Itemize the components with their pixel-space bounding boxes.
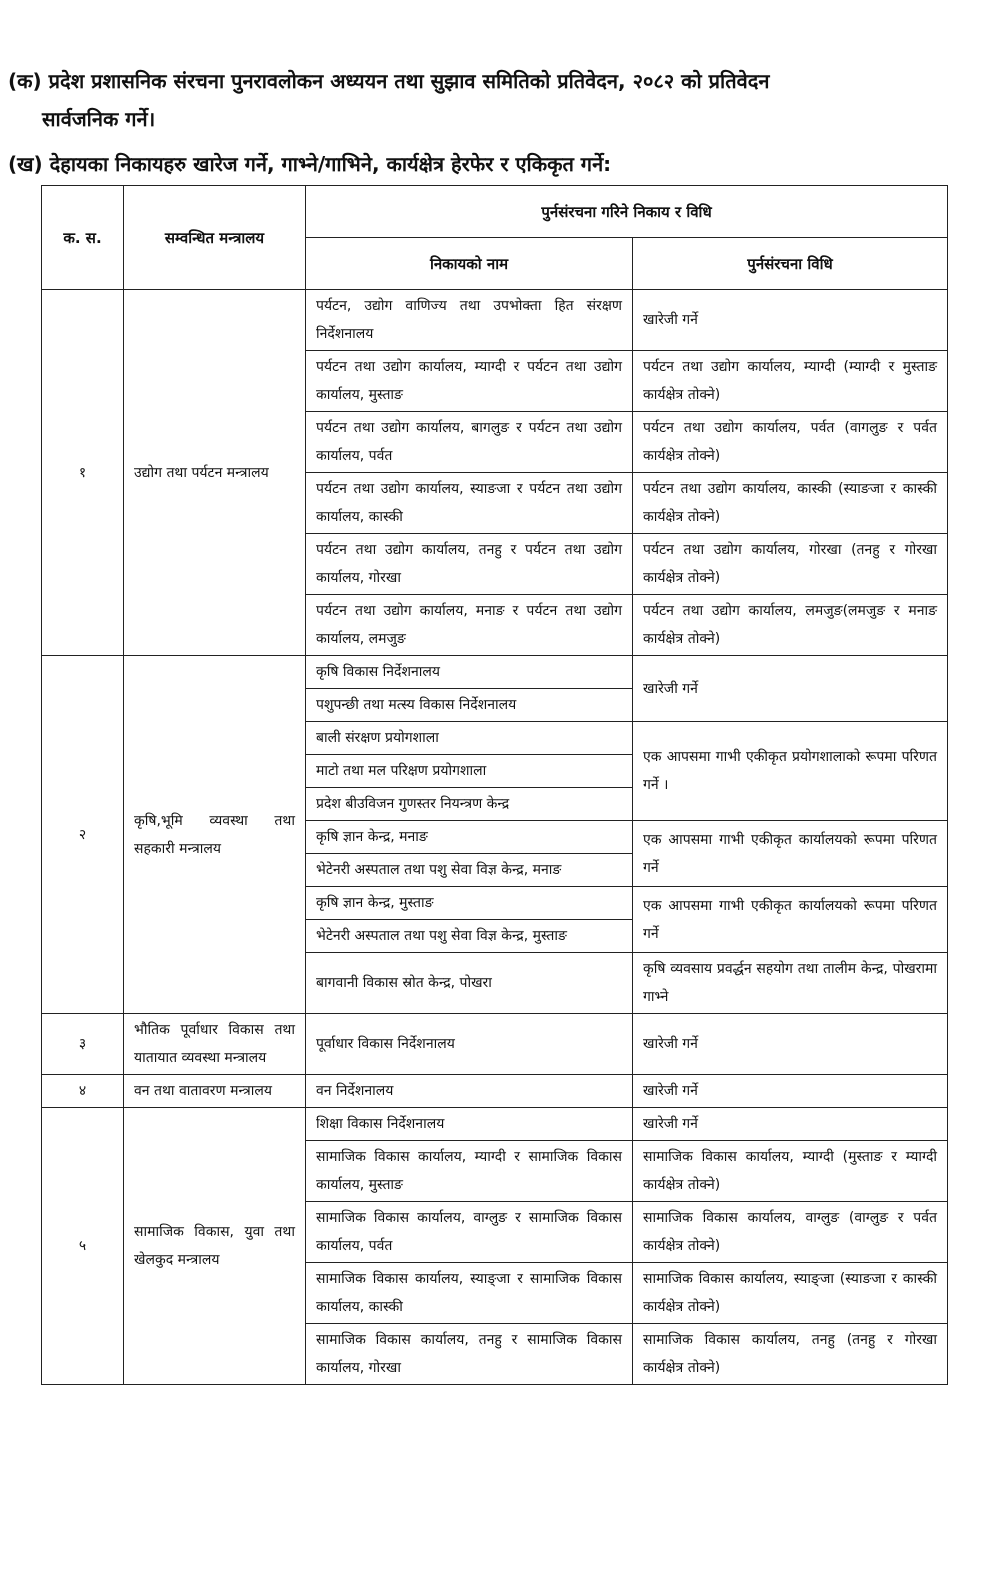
table-row: [42, 290, 948, 351]
method-cell: पर्यटन तथा उद्योग कार्यालय, गोरखा (तनहु र गोरखा कार्यक्षेत्र तोक्ने): [633, 534, 948, 595]
method-cell: खारेजी गर्ने: [633, 290, 948, 351]
method-cell: सामाजिक विकास कार्यालय, वाग्लुङ (वाग्लुङ र पर्वत कार्यक्षेत्र तोक्ने): [633, 1202, 948, 1263]
method-cell: सामाजिक विकास कार्यालय, तनहु (तनहु र गोरखा कार्यक्षेत्र तोक्ने): [633, 1324, 948, 1385]
agency-cell: पर्यटन तथा उद्योग कार्यालय, बागलुङ र पर्यटन तथा उद्योग कार्यालय, पर्वत: [306, 412, 633, 473]
ministry-cell: सामाजिक विकास, युवा तथा खेलकुद मन्त्रालय: [124, 1108, 306, 1385]
header-group: पुर्नसंरचना गरिने निकाय र विधि: [306, 186, 948, 238]
method-cell: एक आपसमा गाभी एकीकृत प्रयोगशालाको रूपमा परिणत गर्ने ।: [633, 722, 948, 821]
agency-cell: बागवानी विकास स्रोत केन्द्र, पोखरा: [306, 953, 633, 1014]
agency-cell: शिक्षा विकास निर्देशनालय: [306, 1108, 633, 1141]
header-method: पुर्नसंरचना विधि: [633, 238, 948, 290]
ministry-cell: उद्योग तथा पर्यटन मन्त्रालय: [124, 290, 306, 656]
method-cell: पर्यटन तथा उद्योग कार्यालय, लमजुङ(लमजुङ र मनाङ कार्यक्षेत्र तोक्ने): [633, 595, 948, 656]
agency-cell: भेटेनरी अस्पताल तथा पशु सेवा विज्ञ केन्द्र, मुस्ताङ: [306, 920, 633, 953]
header-agency: निकायको नाम: [306, 238, 633, 290]
agency-cell: पर्यटन तथा उद्योग कार्यालय, स्याङजा र पर्यटन तथा उद्योग कार्यालय, कास्की: [306, 473, 633, 534]
method-cell: खारेजी गर्ने: [633, 1108, 948, 1141]
agency-cell: पर्यटन तथा उद्योग कार्यालय, तनहु र पर्यटन तथा उद्योग कार्यालय, गोरखा: [306, 534, 633, 595]
serial-cell: २: [42, 656, 124, 1014]
ministry-cell: भौतिक पूर्वाधार विकास तथा यातायात व्यवस्था मन्त्रालय: [124, 1014, 306, 1075]
serial-cell: ४: [42, 1075, 124, 1108]
agency-cell: माटो तथा मल परिक्षण प्रयोगशाला: [306, 755, 633, 788]
paragraph-ka-line1: (क) प्रदेश प्रशासनिक संरचना पुनरावलोकन अध्ययन तथा सुझाव समितिको प्रतिवेदन, २०८२ को प्रतिवेदन: [8, 69, 770, 93]
method-cell: पर्यटन तथा उद्योग कार्यालय, कास्की (स्याङजा र कास्की कार्यक्षेत्र तोक्ने): [633, 473, 948, 534]
header-serial: क. स.: [42, 186, 124, 290]
agency-cell: सामाजिक विकास कार्यालय, तनहु र सामाजिक विकास कार्यालय, गोरखा: [306, 1324, 633, 1385]
agency-cell: बाली संरक्षण प्रयोगशाला: [306, 722, 633, 755]
agency-cell: पर्यटन, उद्योग वाणिज्य तथा उपभोक्ता हित संरक्षण निर्देशनालय: [306, 290, 633, 351]
method-cell: एक आपसमा गाभी एकीकृत कार्यालयको रूपमा परिणत गर्ने: [633, 887, 948, 953]
agency-cell: पर्यटन तथा उद्योग कार्यालय, मनाङ र पर्यटन तथा उद्योग कार्यालय, लमजुङ: [306, 595, 633, 656]
method-cell: एक आपसमा गाभी एकीकृत कार्यालयको रूपमा परिणत गर्ने: [633, 821, 948, 887]
method-cell: पर्यटन तथा उद्योग कार्यालय, पर्वत (वागलुङ र पर्वत कार्यक्षेत्र तोक्ने): [633, 412, 948, 473]
method-cell: पर्यटन तथा उद्योग कार्यालय, म्याग्दी (म्याग्दी र मुस्ताङ कार्यक्षेत्र तोक्ने): [633, 351, 948, 412]
agency-cell: कृषि विकास निर्देशनालय: [306, 656, 633, 689]
agency-cell: भेटेनरी अस्पताल तथा पशु सेवा विज्ञ केन्द्र, मनाङ: [306, 854, 633, 887]
agency-cell: कृषि ज्ञान केन्द्र, मनाङ: [306, 821, 633, 854]
table-row: [42, 1014, 948, 1075]
ministry-cell: वन तथा वातावरण मन्त्रालय: [124, 1075, 306, 1108]
serial-cell: ५: [42, 1108, 124, 1385]
table-row: [42, 656, 948, 689]
method-cell: खारेजी गर्ने: [633, 1014, 948, 1075]
table-body: [42, 290, 948, 1385]
table-row: [42, 1075, 948, 1108]
agency-cell: कृषि ज्ञान केन्द्र, मुस्ताङ: [306, 887, 633, 920]
paragraph-kha: (ख) देहायका निकायहरु खारेज गर्ने, गाभ्ने/गाभिने, कार्यक्षेत्र हेरफेर र एकिकृत गर्ने:: [8, 152, 612, 176]
method-cell: सामाजिक विकास कार्यालय, म्याग्दी (मुस्ताङ र म्याग्दी कार्यक्षेत्र तोक्ने): [633, 1141, 948, 1202]
agency-cell: पशुपन्छी तथा मत्स्य विकास निर्देशनालय: [306, 689, 633, 722]
agency-cell: सामाजिक विकास कार्यालय, स्याङ्जा र सामाजिक विकास कार्यालय, कास्की: [306, 1263, 633, 1324]
method-cell: सामाजिक विकास कार्यालय, स्याङ्जा (स्याङजा र कास्की कार्यक्षेत्र तोक्ने): [633, 1263, 948, 1324]
serial-cell: १: [42, 290, 124, 656]
restructuring-table: [41, 185, 948, 1385]
agency-cell: सामाजिक विकास कार्यालय, वाग्लुङ र सामाजिक विकास कार्यालय, पर्वत: [306, 1202, 633, 1263]
agency-cell: पूर्वाधार विकास निर्देशनालय: [306, 1014, 633, 1075]
method-cell: खारेजी गर्ने: [633, 656, 948, 722]
agency-cell: पर्यटन तथा उद्योग कार्यालय, म्याग्दी र पर्यटन तथा उद्योग कार्यालय, मुस्ताङ: [306, 351, 633, 412]
serial-cell: ३: [42, 1014, 124, 1075]
header-ministry: सम्वन्धित मन्त्रालय: [124, 186, 306, 290]
agency-cell: प्रदेश बीउविजन गुणस्तर नियन्त्रण केन्द्र: [306, 788, 633, 821]
agency-cell: वन निर्देशनालय: [306, 1075, 633, 1108]
paragraph-ka-line2: सार्वजनिक गर्ने।: [42, 107, 156, 131]
method-cell: खारेजी गर्ने: [633, 1075, 948, 1108]
ministry-cell: कृषि,भूमि व्यवस्था तथा सहकारी मन्त्रालय: [124, 656, 306, 1014]
agency-cell: सामाजिक विकास कार्यालय, म्याग्दी र सामाजिक विकास कार्यालय, मुस्ताङ: [306, 1141, 633, 1202]
paragraph-ka: [8, 62, 988, 138]
method-cell: कृषि व्यवसाय प्रवर्द्धन सहयोग तथा तालीम केन्द्र, पोखरामा गाभ्ने: [633, 953, 948, 1014]
table-row: [42, 1108, 948, 1141]
